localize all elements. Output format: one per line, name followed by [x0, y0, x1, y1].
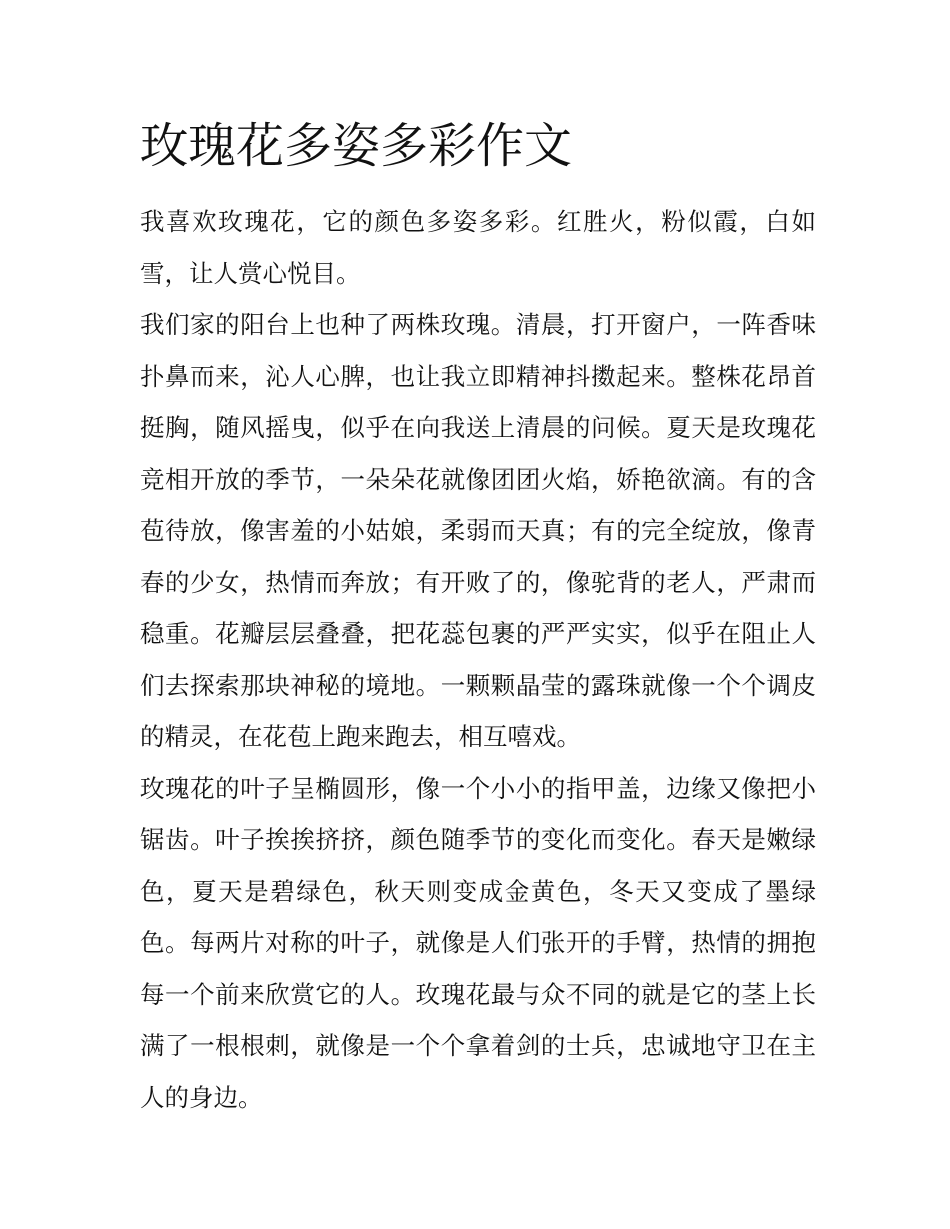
paragraph-1: 我喜欢玫瑰花，它的颜色多姿多彩。红胜火，粉似霞，白如雪，让人赏心悦目。: [140, 207, 816, 288]
document-body: [140, 196, 816, 1123]
paragraph-2: 我们家的阳台上也种了两株玫瑰。清晨，打开窗户，一阵香味扑鼻而来，沁人心脾，也让我立即精神抖擞起来。整株花昂首挺胸，随风摇曳，似乎在向我送上清晨的问候。夏天是玫瑰花竞相开放的季节，一朵朵花就像团团火焰，娇艳欲滴。有的含苞待放，像害羞的小姑娘，柔弱而天真；有的完全绽放，像青春的少女，热情而奔放；有开败了的，像驼背的老人，严肃而稳重。花瓣层层叠叠，把花蕊包裹的严严实实，似乎在阻止人们去探索那块神秘的境地。一颗颗晶莹的露珠就像一个个调皮的精灵，在花苞上跑来跑去，相互嘻戏。: [140, 310, 816, 751]
paragraph-3: 玫瑰花的叶子呈椭圆形，像一个小小的指甲盖，边缘又像把小锯齿。叶子挨挨挤挤，颜色随季节的变化而变化。春天是嫩绿色，夏天是碧绿色，秋天则变成金黄色，冬天又变成了墨绿色。每两片对称的叶子，就像是人们张开的手臂，热情的拥抱每一个前来欣赏它的人。玫瑰花最与众不同的就是它的茎上长满了一根根刺，就像是一个个拿着剑的士兵，忠诚地守卫在主人的身边。: [140, 773, 816, 1112]
document-title: 玫瑰花多姿多彩作文: [140, 118, 573, 174]
